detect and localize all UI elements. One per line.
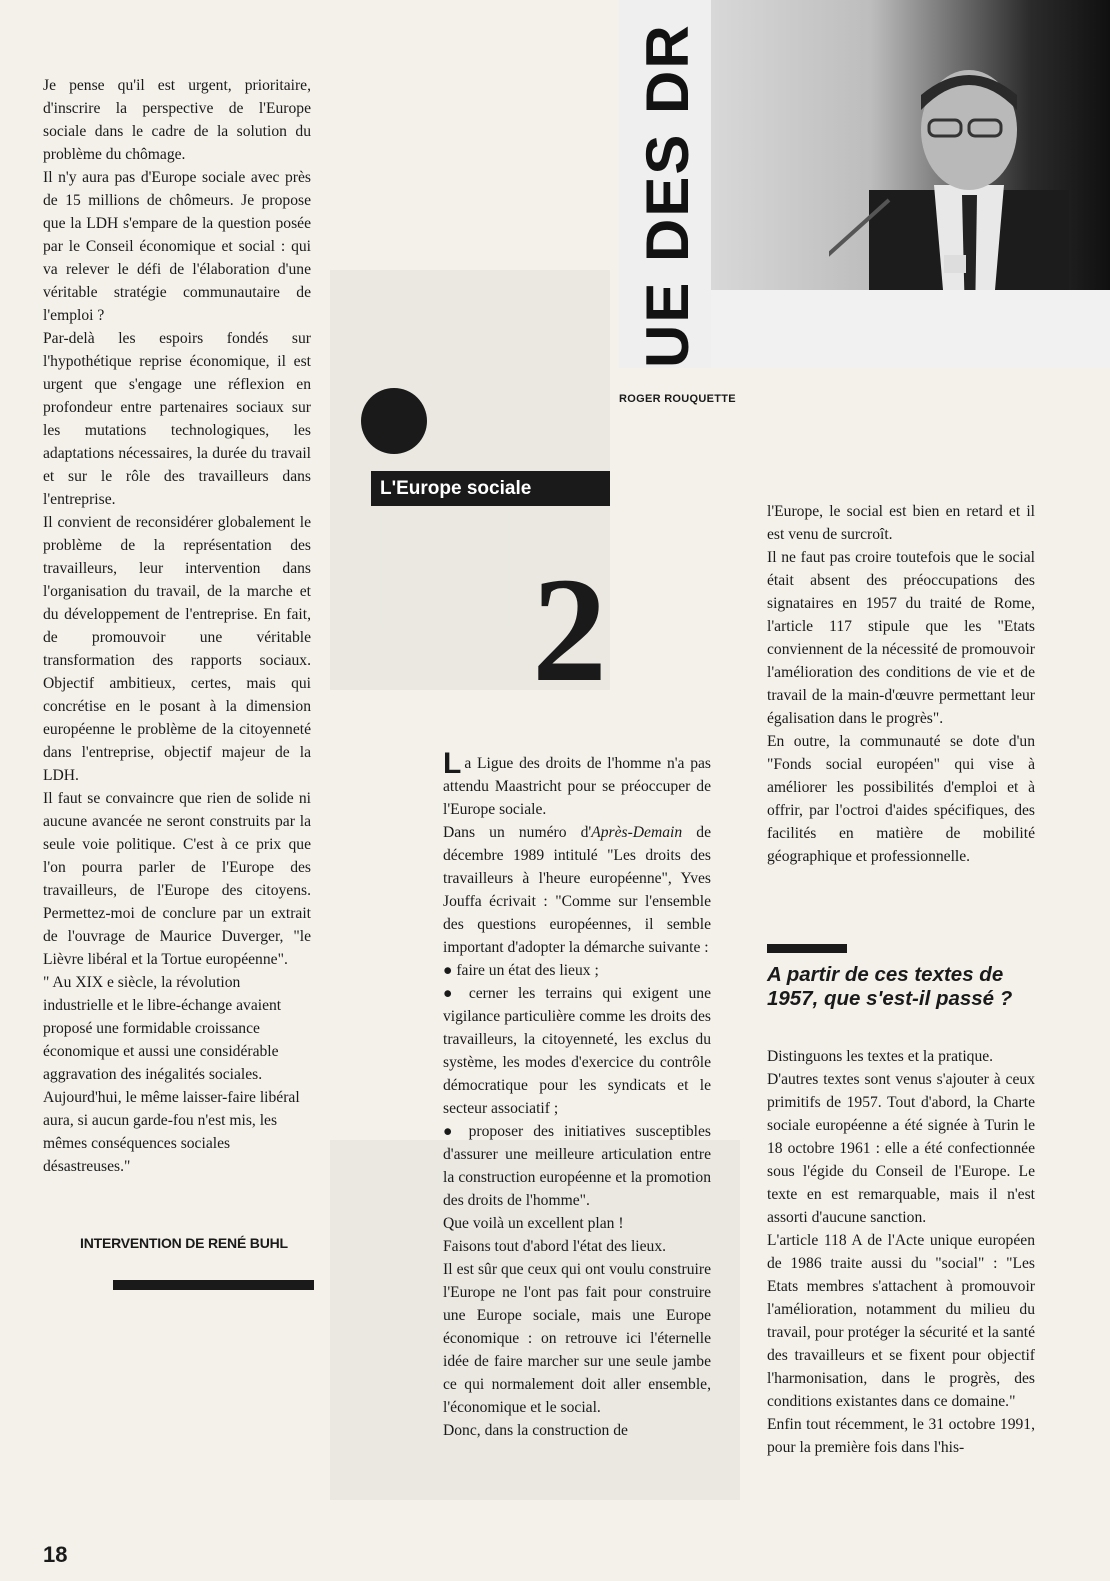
bullet-item: ● cerner les terrains qui exigent une vigilance particulière comme les droits des travailleurs, la citoyenneté, les exclus du système, les modes d'exercice du contrôle démocratique pour les syndicats et le secteur associatif ;	[443, 985, 711, 1117]
section-number: 2	[532, 547, 607, 713]
podium	[711, 290, 1110, 368]
bullet-text: faire un état des lieux ;	[456, 962, 599, 979]
black-rule	[113, 1280, 314, 1290]
paragraph: Il est sûr que ceux qui ont voulu construire l'Europe ne l'ont pas fait pour construire une Europe sociale, mais une Europe économique : on retrouve ici l'éternelle idée de faire marcher sur une seule jambe ce qui normalement doit aller ensemble, l'économique et le social.	[443, 1261, 711, 1416]
paragraph: Enfin tout récemment, le 31 octobre 1991, pour la première fois dans l'his-	[767, 1416, 1035, 1456]
black-rule	[767, 944, 847, 953]
intro-paragraph	[443, 747, 711, 821]
paragraph: Il faut se convaincre que rien de solide ni aucune avancée ne seront construits par la seule voie politique. C'est à ce prix que l'on pourra parler de l'Europe des travailleurs, de l'Europe des citoyens. Permettez-moi de conclure par un extrait de l'ouvrage de Maurice Duverger, "le Lièvre libéral et la Tortue européenne".	[43, 790, 311, 968]
bullet-item: ● faire un état des lieux ;	[443, 962, 599, 979]
page-number: 18	[43, 1542, 68, 1567]
paragraph: D'autres textes sont venus s'ajouter à ceux primitifs de 1957. Tout d'abord, la Charte sociale européenne a été signée à Turin le 18 octobre 1961 : elle a été confectionnée sous l'égide du Conseil de l'Europe. Le texte en est remarquable, mais il n'est assorti d'aucune sanction.	[767, 1071, 1035, 1226]
photo-caption: ROGER ROUQUETTE	[619, 393, 736, 405]
drop-cap: L	[443, 747, 462, 780]
paragraph: Donc, dans la construction de	[443, 1422, 628, 1439]
paragraph: En outre, la communauté se dote d'un "Fonds social européen" qui vise à améliorer les possibilités d'emploi et à offrir, par l'octroi d'aides spécifiques, des facilités en matière de mobilité géographique et professionnelle.	[767, 733, 1035, 865]
paragraph: " Au XIX e siècle, la révolution industrielle et le libre-échange avaient proposé une formidable croissance économique et aussi une considérable aggravation des inégalités sociales. Aujourd'hui, le même laisser-faire libéral aura, si aucun garde-fou n'est mis, les mêmes conséquences sociales désastreuses."	[43, 974, 300, 1175]
paragraph: l'Europe, le social est bien en retard et il est venu de surcroît.	[767, 503, 1035, 543]
text-span: de décembre 1989 intitulé "Les droits des travailleurs à l'heure européenne", Yves Jouffa écrivait : "Comme sur l'ensemble des questions européennes, il semble important d'adopter la démarche suivante :	[443, 824, 711, 956]
paragraph: Il n'y aura pas d'Europe sociale avec près de 15 millions de chômeurs. Je propose que la LDH s'empare de la question posée par le Conseil économique et social : qui va relever le défi de l'élaboration d'une véritable stratégie communautaire de l'emploi ?	[43, 169, 311, 324]
section-dot-icon	[361, 388, 427, 454]
paragraph: Je pense qu'il est urgent, prioritaire, d'inscrire la perspective de l'Europe sociale dans le cadre de la solution du problème du chômage.	[43, 77, 311, 163]
paragraph	[443, 821, 711, 959]
banner-lettering: UE DES DR	[634, 23, 701, 368]
bullet-text: cerner les terrains qui exigent une vigilance particulière comme les droits des travailleurs, la citoyenneté, les exclus du système, les modes d'exercice du contrôle démocratique pour les syndicats et le secteur associatif ;	[443, 985, 711, 1117]
speaker-photo	[619, 0, 1110, 368]
paragraph: Que voilà un excellent plan !	[443, 1215, 624, 1232]
author-signature: INTERVENTION DE RENÉ BUHL	[80, 1235, 288, 1251]
paragraph: L'article 118 A de l'Acte unique européen de 1986 traite aussi du "social" : "Les Etats membres s'attachent à promouvoir l'amélioration, notamment du milieu du travail, pour protéger la sécurité et la santé des travailleurs et se fixent pour objectif l'harmonisation, dans le progrès, des conditions existantes dans ce domaine."	[767, 1232, 1035, 1410]
right-article-column-top	[767, 500, 1035, 868]
subheading: A partir de ces textes de 1957, que s'est-il passé ?	[767, 963, 1013, 1010]
paragraph: Il convient de reconsidérer globalement le problème de la représentation des travailleurs, leur intervention dans l'organisation du travail, de la marche et du développement de l'entreprise. En fait, de promouvoir une véritable transformation des rapports sociaux. Objectif ambitieux, certes, mais qui concrétise en le posant à la dimension européenne le problème de la citoyenneté dans l'entreprise, objectif majeur de la LDH.	[43, 514, 311, 784]
paragraph: Par-delà les espoirs fondés sur l'hypothétique reprise économique, il est urgent que s'engage une réflexion en profondeur entre partenaires sociaux sur les mutations technologiques, les adaptations nécessaires, la durée du travail et sur le rôle des travailleurs dans l'entreprise.	[43, 330, 311, 508]
text-span: Dans un numéro d'	[443, 824, 592, 841]
bullet-text: proposer des initiatives susceptibles d'assurer une meilleure articulation entre la construction européenne et la promotion des droits de l'homme".	[443, 1123, 711, 1209]
right-article-column-bottom	[767, 1045, 1035, 1459]
bullet-item: ● proposer des initiatives susceptibles d'assurer une meilleure articulation entre la construction européenne et la promotion des droits de l'homme".	[443, 1123, 711, 1209]
middle-article-column	[443, 747, 711, 1442]
section-label: L'Europe sociale	[371, 471, 610, 506]
paragraph: Il ne faut pas croire toutefois que le social était absent des préoccupations des signataires en 1957 du traité de Rome, l'article 117 stipule que les "Etats conviennent de la nécessité de promouvoir l'amélioration des conditions de vie et de travail de la main-d'œuvre permettant leur égalisation dans le progrès".	[767, 549, 1035, 727]
paragraph: Faisons tout d'abord l'état des lieux.	[443, 1238, 667, 1255]
left-article-column	[43, 74, 311, 1178]
publication-title: Après-Demain	[591, 824, 683, 841]
intro-text: a Ligue des droits de l'homme n'a pas attendu Maastricht pour se préoccuper de l'Europe sociale.	[443, 755, 711, 818]
paragraph: Distinguons les textes et la pratique.	[767, 1048, 994, 1065]
